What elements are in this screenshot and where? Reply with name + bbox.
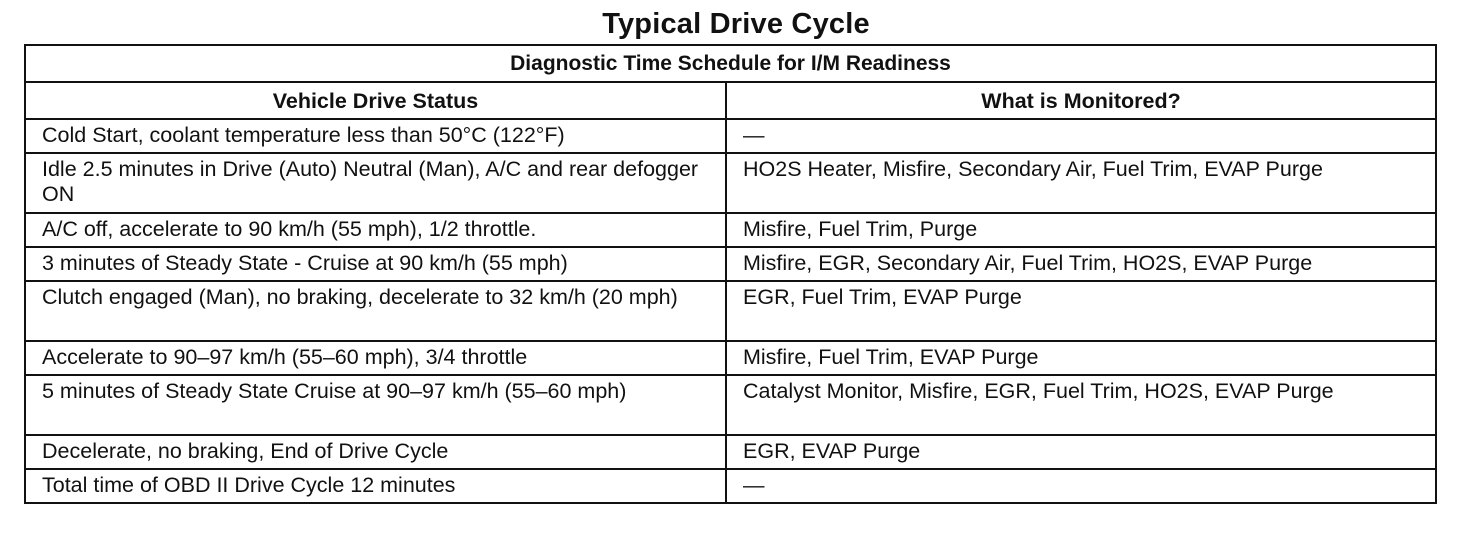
table-row: [25, 341, 1436, 375]
drive-status-cell: Clutch engaged (Man), no braking, decelerate to 32 km/h (20 mph): [25, 281, 726, 341]
monitored-cell: —: [726, 469, 1436, 503]
drive-status-cell: Total time of OBD II Drive Cycle 12 minutes: [25, 469, 726, 503]
monitored-cell: Misfire, Fuel Trim, Purge: [726, 213, 1436, 247]
monitored-cell: EGR, Fuel Trim, EVAP Purge: [726, 281, 1436, 341]
table-row: [25, 213, 1436, 247]
monitored-cell: —: [726, 119, 1436, 153]
table-row: [25, 153, 1436, 213]
drive-status-cell: A/C off, accelerate to 90 km/h (55 mph), 1/2 throttle.: [25, 213, 726, 247]
drive-status-cell: Accelerate to 90–97 km/h (55–60 mph), 3/4 throttle: [25, 341, 726, 375]
drive-status-cell: Decelerate, no braking, End of Drive Cycle: [25, 435, 726, 469]
table-row: [25, 375, 1436, 435]
monitored-cell: Misfire, EGR, Secondary Air, Fuel Trim, HO2S, EVAP Purge: [726, 247, 1436, 281]
monitored-cell: EGR, EVAP Purge: [726, 435, 1436, 469]
table-row: [25, 119, 1436, 153]
drive-status-cell: 5 minutes of Steady State Cruise at 90–97 km/h (55–60 mph): [25, 375, 726, 435]
table-row: [25, 281, 1436, 341]
drive-status-cell: Idle 2.5 minutes in Drive (Auto) Neutral (Man), A/C and rear defogger ON: [25, 153, 726, 213]
column-header-what-is-monitored: What is Monitored?: [726, 82, 1436, 119]
drive-cycle-table: [24, 44, 1437, 504]
drive-status-cell: Cold Start, coolant temperature less than 50°C (122°F): [25, 119, 726, 153]
table-row: [25, 247, 1436, 281]
table-row: [25, 469, 1436, 503]
column-header-vehicle-drive-status: Vehicle Drive Status: [25, 82, 726, 119]
monitored-cell: HO2S Heater, Misfire, Secondary Air, Fuel Trim, EVAP Purge: [726, 153, 1436, 213]
monitored-cell: Misfire, Fuel Trim, EVAP Purge: [726, 341, 1436, 375]
table-row: [25, 435, 1436, 469]
page-title: Typical Drive Cycle: [602, 8, 870, 40]
table-group-header: Diagnostic Time Schedule for I/M Readiness: [25, 45, 1436, 82]
drive-status-cell: 3 minutes of Steady State - Cruise at 90 km/h (55 mph): [25, 247, 726, 281]
monitored-cell: Catalyst Monitor, Misfire, EGR, Fuel Trim, HO2S, EVAP Purge: [726, 375, 1436, 435]
